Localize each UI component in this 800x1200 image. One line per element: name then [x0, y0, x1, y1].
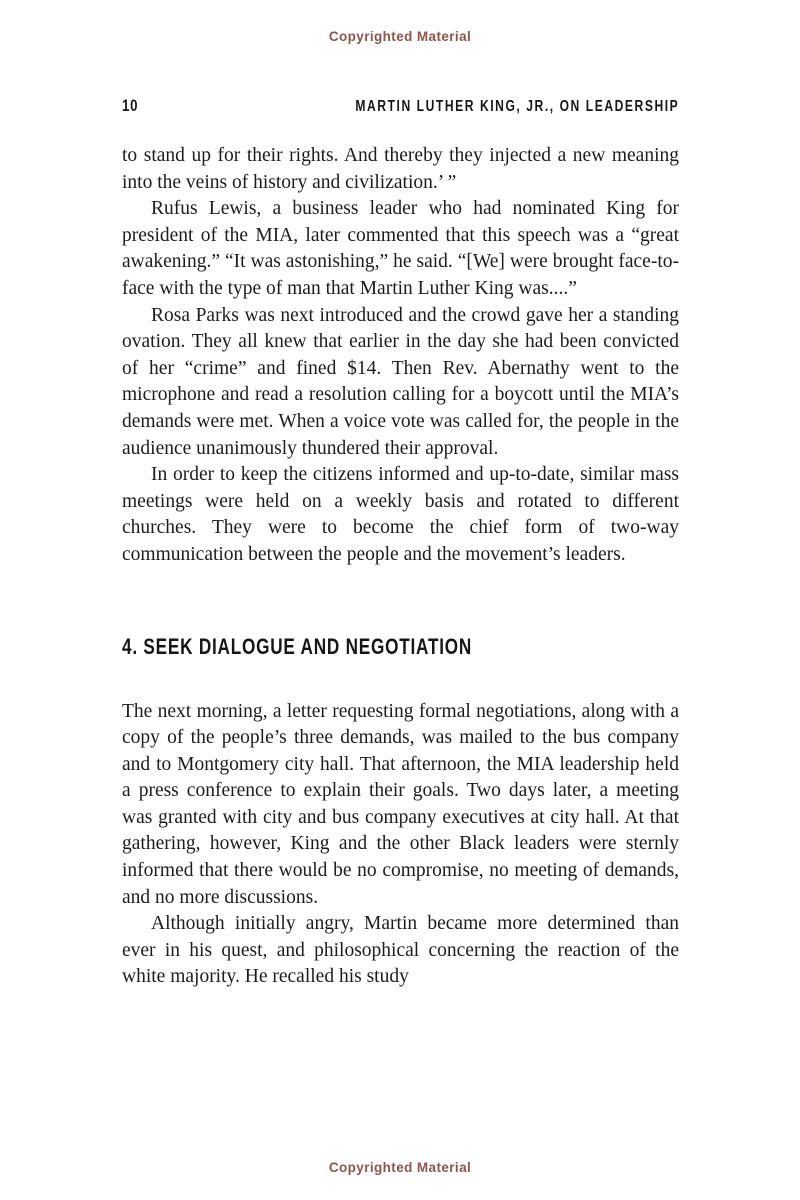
paragraph: Rosa Parks was next introduced and the crowd gave her a standing ovation. They all knew that earlier in the day she had been convicted of her “crime” and fined $14. Then Rev. Abernathy went to the microphone and read a resolution calling for a boycott until the MIA’s demands were met. When a voice vote was called for, the people in the audience unanimously thundered their approval.: [122, 304, 679, 459]
paragraph: to stand up for their rights. And thereby they injected a new meaning into the veins of history and civilization.’ ”: [122, 145, 679, 193]
page-number: 10: [122, 96, 139, 115]
paragraph: Rufus Lewis, a business leader who had nominated King for president of the MIA, later commented that this speech was a “great awakening.” “It was astonishing,” he said. “[We] were brought face-to-face with the type of man that Martin Luther King was....”: [122, 198, 679, 299]
page-header: [122, 96, 679, 116]
paragraph: In order to keep the citizens informed and up-to-date, similar mass meetings were held on a weekly basis and rotated to different churches. They were to become the chief form of two-way communication between the people and the movement’s leaders.: [122, 464, 679, 565]
paragraph: The next morning, a letter requesting formal negotiations, along with a copy of the people’s three demands, was mailed to the bus company and to Montgomery city hall. That afternoon, the MIA leadership held a press conference to explain their goals. Two days later, a meeting was granted with city and bus company executives at city hall. At that gathering, however, King and the other Black leaders were sternly informed that there would be no compromise, no meeting of demands, and no more discussions.: [122, 700, 679, 908]
copyright-notice-bottom: Copyrighted Material: [328, 1160, 472, 1175]
copyright-notice-top: Copyrighted Material: [328, 29, 472, 44]
paragraph: Although initially angry, Martin became more determined than ever in his quest, and philosophical concerning the reaction of the white majority. He recalled his study: [122, 913, 679, 988]
section-heading: 4. SEEK DIALOGUE AND NEGOTIATION: [122, 633, 473, 659]
body-text: [122, 143, 679, 991]
running-title: MARTIN LUTHER KING, JR., ON LEADERSHIP: [355, 98, 679, 115]
